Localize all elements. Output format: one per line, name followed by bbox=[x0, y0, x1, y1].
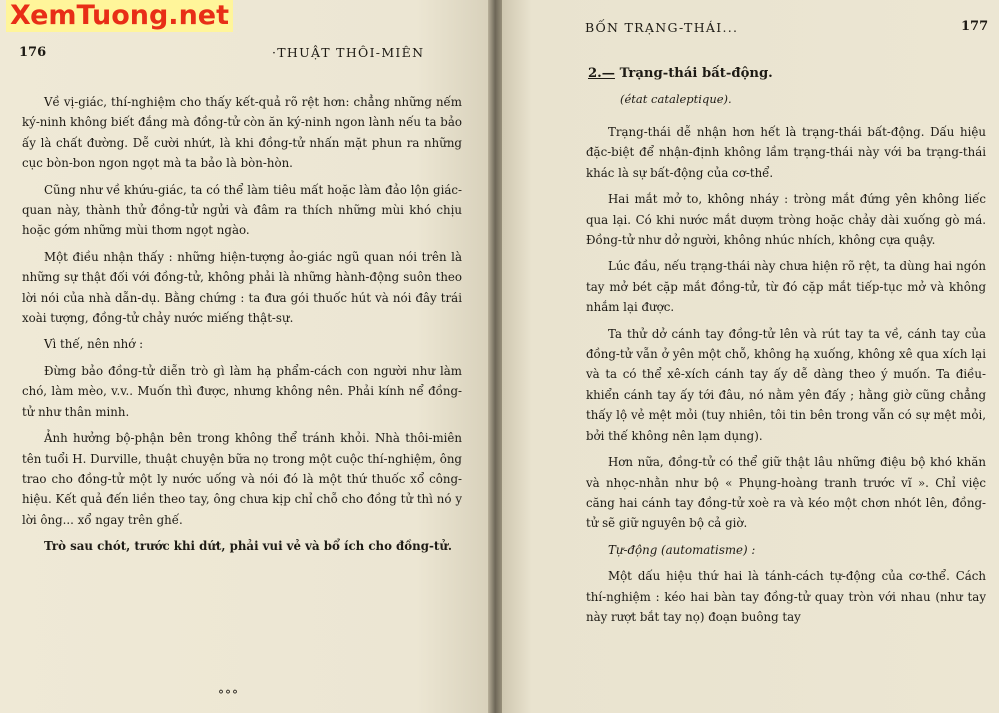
left-paragraph: Trò sau chót, trước khi dứt, phải vui vẻ và bổ ích cho đồng-tử. bbox=[44, 539, 453, 554]
left-running-head: ·THUẬT THÔI-MIÊN bbox=[272, 45, 425, 60]
right-page-number: 177 bbox=[961, 19, 989, 34]
ornament: °°° bbox=[218, 688, 239, 702]
right-paragraph: Một dấu hiệu thứ hai là tánh-cách tự-động của cơ-thể. Cách thí-nghiệm : kéo hai bàn tay đồng-tử quay tròn với nhau (như tay này rượt bắt tay nọ) đoạn buông tay bbox=[586, 569, 986, 624]
left-page bbox=[0, 0, 490, 713]
right-page bbox=[502, 0, 999, 713]
right-paragraph: Lúc đầu, nếu trạng-thái này chưa hiện rõ rệt, ta dùng hai ngón tay mở bét cặp mắt đồng-tử, từ đó cặp mắt tiếp-tục mở và không nhắm lại được. bbox=[586, 259, 986, 315]
left-page-number: 176 bbox=[19, 45, 47, 60]
right-body bbox=[586, 122, 986, 627]
left-paragraph: Về vị-giác, thí-nghiệm cho thấy kết-quả rõ rệt hơn: chẳng những nếm ký-ninh không biết đắng mà đồng-tử còn ăn ký-ninh ngon lành nếu ta bảo ấy là chất đường. Dễ cười nhứt, là khi đồng-tử nhấn mặt phun ra những cục bòn-bon ngon ngọt mà ta bảo là bòn-hòn. bbox=[22, 95, 462, 171]
right-paragraph: Hai mắt mở to, không nháy : tròng mắt đứng yên không liếc qua lại. Có khi nước mắt dượm tròng hoặc chảy dài xuống gò má. Đồng-tử như dở người, không nhúc nhích, không cựa quậy. bbox=[586, 192, 986, 248]
section-subtitle: (état cataleptique). bbox=[620, 92, 732, 106]
section-number: 2.— bbox=[588, 66, 615, 81]
right-paragraph: Ta thử dở cánh tay đồng-tử lên và rút tay ta về, cánh tay của đồng-tử vẫn ở yên một chỗ, không hạ xuống, không xê qua xích lại và ta có thể xê-xích cánh tay ấy dễ dàng theo ý muốn. Ta điều-khiển cánh tay ấy tới đâu, nó nằm yên đấy ; hằng giờ cũng chẳng thấy lộ vẻ mệt mỏi (tuy nhiên, tôi tin bên trong vẫn có sự mệt mỏi, bởi thế không nên lạm dụng). bbox=[586, 326, 986, 443]
site-watermark: XemTuong.net bbox=[6, 0, 233, 32]
section-title: Trạng-thái bất-động. bbox=[619, 66, 773, 81]
right-paragraph: Trạng-thái dễ nhận hơn hết là trạng-thái bất-động. Dấu hiệu đặc-biệt để nhận-định không lầm trạng-thái này với ba trạng-thái khác là sự bất-động của cơ-thể. bbox=[586, 125, 986, 180]
right-running-head: BỐN TRẠNG-THÁI... bbox=[585, 20, 739, 35]
right-subheading: Tự-động (automatisme) : bbox=[608, 542, 756, 557]
left-paragraph: Một điều nhận thấy : những hiện-tượng ảo-giác ngũ quan nói trên là những sự thật đối với đồng-tử, không phải là những hành-động suôn theo lời nói của nhà dẫn-dụ. Bằng chứng : ta đưa gói thuốc hút và nói đây trái xoài tượng, đồng-tử chảy nước miếng thật-sự. bbox=[22, 249, 462, 326]
left-paragraph: Ảnh hưởng bộ-phận bên trong không thể tránh khỏi. Nhà thôi-miên tên tuổi H. Durville, thuật chuyện bữa nọ trong một cuộc thí-nghiệm, ông trao cho đồng-tử một ly nước uống và nói đó là một thứ thuốc xổ công-hiệu. Kết quả đến liền theo tay, ông chưa kịp chỉ chỗ cho đồng tử thì nó y lời ông... xổ ngay trên ghế. bbox=[22, 431, 462, 527]
left-paragraph: Đừng bảo đồng-tử diễn trò gì làm hạ phẩm-cách con người như làm chó, làm mèo, v.v.. Muốn thì được, nhưng không nên. Phải kính nể đồng-tử như thân minh. bbox=[22, 363, 462, 419]
left-paragraph: Cũng như về khứu-giác, ta có thể làm tiêu mất hoặc làm đảo lộn giác-quan này, thành thử đồng-tử ngửi và đâm ra thích những mùi khó chịu hoặc gớm những mùi thơm ngọt ngào. bbox=[22, 182, 462, 238]
left-body bbox=[22, 92, 462, 557]
section-heading bbox=[588, 66, 773, 81]
left-paragraph: Vì thế, nên nhớ : bbox=[44, 337, 144, 352]
right-paragraph: Hơn nữa, đồng-tử có thể giữ thật lâu những điệu bộ khó khăn và nhọc-nhằn như bộ « Phụng-hoàng tranh trước vĩ ». Chỉ việc căng hai cánh tay đồng-tử xoè ra và kéo một chơn nhót lên, đồng-tử sẽ giữ nguyên bộ cả giờ. bbox=[586, 455, 986, 531]
